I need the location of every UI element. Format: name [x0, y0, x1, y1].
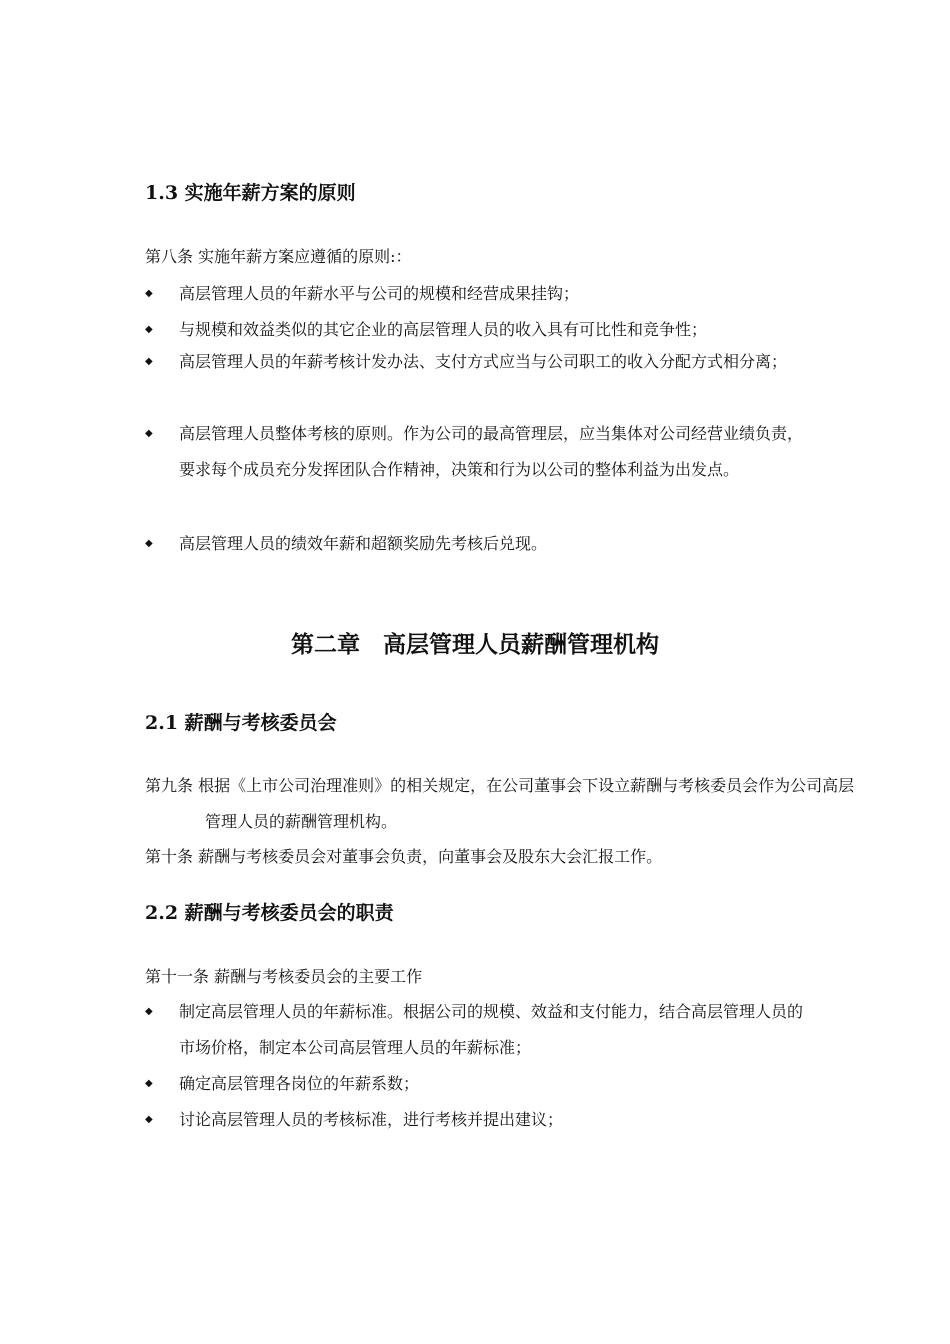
list-item: [145, 276, 810, 312]
section-heading-1-3: 1.3 实施年薪方案的原则: [145, 182, 356, 204]
section-heading-2-2: 2.2 薪酬与考核委员会的职责: [145, 902, 394, 924]
diamond-bullet-icon: ◆: [145, 288, 153, 299]
diamond-bullet-icon: ◆: [145, 324, 153, 335]
list-item: [145, 1102, 810, 1138]
list-item: [145, 344, 810, 380]
diamond-bullet-icon: ◆: [145, 1078, 153, 1089]
list-item-text: 高层管理人员的年薪考核计发办法、支付方式应当与公司职工的收入分配方式相分离；: [179, 352, 788, 371]
article-8: 第八条 实施年薪方案应遵循的原则:：: [145, 247, 412, 266]
diamond-bullet-icon: ◆: [145, 1006, 153, 1017]
diamond-bullet-icon: ◆: [145, 428, 153, 439]
list-item-text: 确定高层管理各岗位的年薪系数；: [179, 1074, 420, 1093]
list-item: [145, 1066, 810, 1102]
list-item-text: 高层管理人员的绩效年薪和超额奖励先考核后兑现。: [179, 534, 548, 553]
list-item: [145, 526, 810, 562]
list-item-text: 与规模和效益类似的其它企业的高层管理人员的收入具有可比性和竞争性；: [179, 320, 708, 339]
chapter-title: 第二章 高层管理人员薪酬管理机构: [291, 631, 659, 658]
list-item-text: 讨论高层管理人员的考核标准，进行考核并提出建议；: [179, 1110, 564, 1129]
diamond-bullet-icon: ◆: [145, 538, 153, 549]
diamond-bullet-icon: ◆: [145, 356, 153, 367]
list-item-text: 高层管理人员整体考核的原则。作为公司的最高管理层，应当集体对公司经营业绩负责，要求每个成员充分发挥团队合作精神，决策和行为以公司的整体利益为出发点。: [179, 424, 804, 479]
section-heading-2-1: 2.1 薪酬与考核委员会: [145, 712, 337, 734]
article-9: 第九条 根据《上市公司治理准则》的相关规定，在公司董事会下设立薪酬与考核委员会作为公司高层管理人员的薪酬管理机构。: [145, 776, 855, 831]
list-item: [145, 312, 810, 348]
list-item: [145, 416, 810, 488]
list-item-text: 制定高层管理人员的年薪标准。根据公司的规模、效益和支付能力，结合高层管理人员的市场价格，制定本公司高层管理人员的年薪标准；: [179, 1002, 804, 1057]
list-item: [145, 994, 810, 1066]
diamond-bullet-icon: ◆: [145, 1114, 153, 1125]
article-11: 第十一条 薪酬与考核委员会的主要工作: [145, 967, 423, 986]
list-item-text: 高层管理人员的年薪水平与公司的规模和经营成果挂钩；: [179, 284, 580, 303]
article-10: 第十条 薪酬与考核委员会对董事会负责，向董事会及股东大会汇报工作。: [145, 847, 663, 866]
